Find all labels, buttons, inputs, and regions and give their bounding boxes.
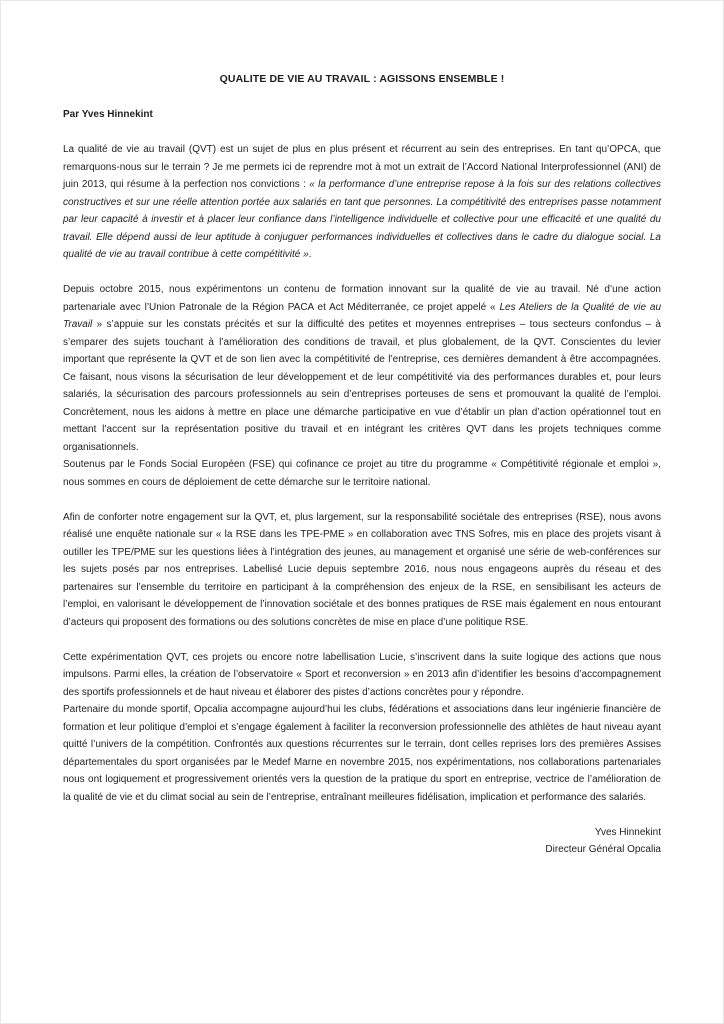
italic-text-run: Les Ateliers de la Qualité de vie au Travail xyxy=(63,301,662,330)
text-run: » s’appuie sur les constats précités et sur la difficulté des petites et moyennes entreprises – tous secteurs confondus – à s’emparer des sujets touchant à l’amélioration des conditions de travail, et plus globalement, de la QVT. Conscientes du levier important que représente la QVT et de son lien avec la compétitivité de l’entreprise, ces dernières demandent à être accompagnées. Ce faisant, nous visons la sécurisation de leur développement et de leur compétitivité via des performances durables et, pour leurs salariés, la sécurisation des parcours professionnels au sein d’entreprises porteuses de sens et promouvant la qualité de l’emploi. Concrètement, nous les aidons à mettre en place une démarche participative en vue d’établir un plan d’action opérationnel tout en mettant l’accent sur la représentation positive du travail et en intégrant les critères QVT dans les projets techniques comme organisationnels. xyxy=(63,319,661,453)
text-run: Depuis octobre 2015, nous expérimentons un contenu de formation innovant sur la qualité de vie au travail. Né d’une action partenariale avec l’Union Patronale de la Région PACA et Act Méditerranée, ce projet appelé « xyxy=(63,284,661,313)
paragraph xyxy=(63,509,661,632)
paragraph xyxy=(63,141,661,264)
document-body xyxy=(63,141,661,806)
document-title: QUALITE DE VIE AU TRAVAIL : AGISSONS ENSEMBLE ! xyxy=(219,73,505,85)
paragraph xyxy=(63,281,661,491)
signature-block xyxy=(63,824,661,859)
text-run: Cette expérimentation QVT, ces projets ou encore notre labellisation Lucie, s’inscrivent dans la suite logique des actions que nous impulsons. Parmi elles, la création de l’observatoire « Sport et reconversion » en 2013 afin d’identifier les besoins d’accompagnement des sportifs professionnels et de haut niveau et élaborer des pistes d’actions concrètes pour y répondre. xyxy=(63,651,661,698)
text-run: Afin de conforter notre engagement sur la QVT, et, plus largement, sur la responsabilité sociétale des entreprises (RSE), nous avons réalisé une enquête nationale sur « la RSE dans les TPE-PME » en collaboration avec TNS Sofres, mis en place des projets visant à outiller les TPE/PME sur les questions liées à l’intégration des jeunes, au management et organisé une série de web-conférences sur les sujets posés par nos entreprises. Labellisé Lucie depuis septembre 2016, nous nous engageons auprès du réseau et des partenaires sur l’ensemble du territoire en participant à la compréhension des enjeux de la RSE, en sensibilisant les acteurs de l’emploi, en valorisant le développement de l’innovation sociétale et des bonnes pratiques de RSE mais également en nous entourant d’acteurs qui proposent des formations ou des solutions concrètes de mise en place d’une politique RSE. xyxy=(63,511,661,628)
byline: Par Yves Hinnekint xyxy=(63,109,153,120)
text-run: Soutenus par le Fonds Social Européen (FSE) qui cofinance ce projet au titre du programme « Compétitivité régionale et emploi », nous sommes en cours de déploiement de cette démarche sur le territoire national. xyxy=(63,459,661,488)
signature-name: Yves Hinnekint xyxy=(594,826,661,838)
text-run: . xyxy=(308,249,312,260)
text-run: Partenaire du monde sportif, Opcalia accompagne aujourd’hui les clubs, fédérations et associations dans leur ingénierie financière de formation et leur politique d’emploi et s’engage également à faciliter la reconversion professionnelle des athlètes de haut niveau ayant quitté l’univers de la compétition. Confrontés aux questions récurrentes sur le terrain, dont celles reprises lors des premières Assises départementales du sport organisées par le Medef Marne en novembre 2015, nos expérimentations, nos collaborations partenariales nous ont logiquement et progressivement orientés vers la question de la pratique du sport en entreprise, vectrice de l’amélioration de la qualité de vie et du climat social au sein de l’entreprise, entraînant meilleures fidélisation, implication et performance des salariés. xyxy=(63,704,661,803)
paragraph xyxy=(63,649,661,807)
signature-role: Directeur Général Opcalia xyxy=(545,844,661,855)
text-run: La qualité de vie au travail (QVT) est un sujet de plus en plus présent et récurrent au sein des entreprises. En tant qu’OPCA, que remarquons-nous sur le terrain ? Je me permets ici de reprendre mot à mot un extrait de l’Accord National Interprofessionnel (ANI) de juin 2013, qui résume à la perfection nos convictions : xyxy=(63,144,661,190)
italic-text-run: « la performance d’une entreprise repose à la fois sur des relations collectives constructives et sur une réelle attention portée aux salariés en tant que personnes. La compétitivité des entreprises passe notamment par leur capacité à investir et à placer leur confiance dans l’intelligence individuelle et collective pour une efficacité et une qualité du travail. Elle dépend aussi de leur aptitude à conjuguer performances individuelles et collectives dans le cadre du dialogue social. La qualité de vie au travail contribue à cette compétitivité » xyxy=(63,179,661,260)
